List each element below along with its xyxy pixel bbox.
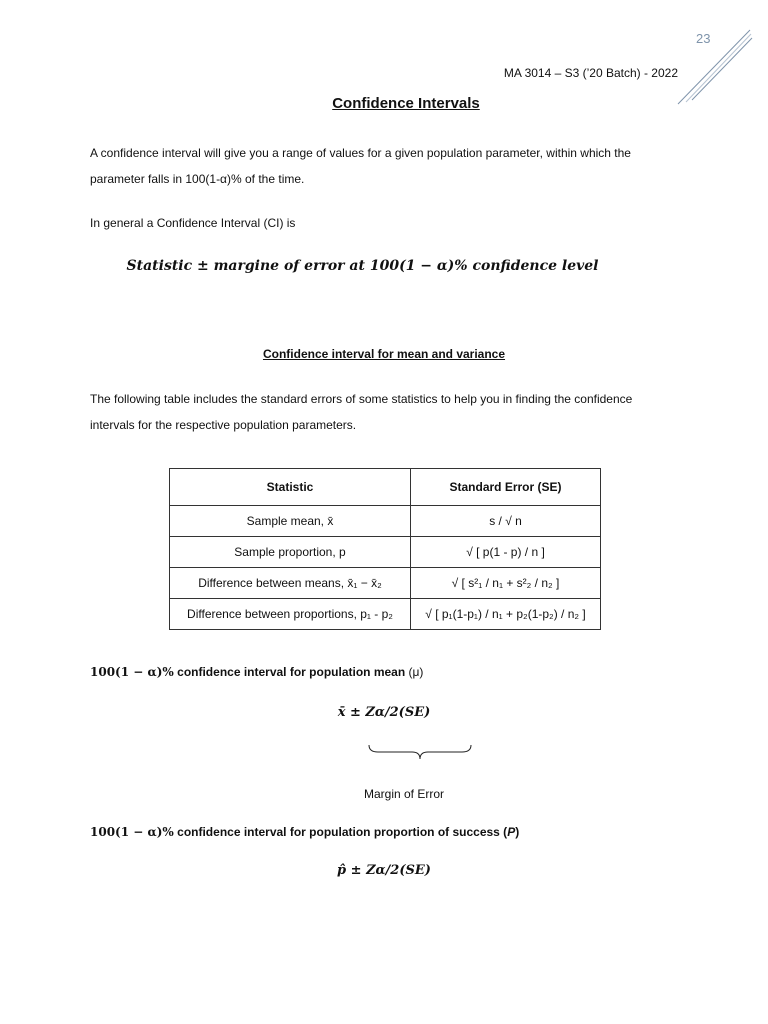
table-cell-se: √ [ p(1 - p) / n ] (411, 537, 601, 568)
table-cell-se: √ [ s²₁ / n₁ + s²₂ / n₂ ] (411, 568, 601, 599)
proportion-ci-symbol: P (507, 825, 516, 839)
ci-formula: Statistic ± margine of error at 100(1 − α)% confidence level (126, 258, 599, 274)
intro-paragraph (90, 140, 690, 192)
table-cell-se: √ [ p₁(1-p₁) / n₁ + p₂(1-p₂) / n₂ ] (411, 599, 601, 630)
table-intro-paragraph (90, 386, 690, 438)
mean-ci-heading (90, 665, 423, 679)
page-title: Confidence Intervals (332, 95, 480, 112)
table-cell-statistic: Sample proportion, p (170, 537, 411, 568)
table-row (170, 568, 601, 599)
proportion-ci-formula: p̂ ± Zα/2(SE) (337, 863, 431, 878)
table-header-se: Standard Error (SE) (411, 469, 601, 506)
proportion-ci-prefix: 100(1 − α)% (90, 825, 174, 839)
table-row (170, 506, 601, 537)
table-cell-statistic: Difference between means, x̄₁ − x̄₂ (170, 568, 411, 599)
proportion-ci-suffix: ) (515, 825, 520, 839)
table-intro-line-1: The following table includes the standard errors of some statistics to help you in finding the confidence (90, 392, 633, 406)
mean-ci-formula: x̄ ± Zα/2(SE) (337, 705, 431, 720)
mean-ci-text: confidence interval for population mean (173, 665, 409, 679)
proportion-ci-heading (90, 825, 519, 839)
table-header-row (170, 469, 601, 506)
table-row (170, 537, 601, 568)
table-row (170, 599, 601, 630)
table-cell-statistic: Sample mean, x̄ (170, 506, 411, 537)
table-cell-se: s / √ n (411, 506, 601, 537)
page-number: 23 (696, 31, 711, 46)
intro-line-2: parameter falls in 100(1-α)% of the time. (90, 172, 305, 186)
brace-icon (368, 744, 472, 760)
proportion-ci-text: confidence interval for population proportion of success ( (173, 825, 508, 839)
margin-of-error-label: Margin of Error (363, 787, 445, 801)
table-intro-line-2: intervals for the respective population parameters. (90, 418, 357, 432)
intro-line-1: A confidence interval will give you a range of values for a given population parameter, within which the (90, 146, 631, 160)
mean-ci-symbol: (μ) (408, 665, 424, 679)
document-header: MA 3014 – S3 (’20 Batch) - 2022 (503, 66, 678, 80)
section-subtitle: Confidence interval for mean and variance (262, 347, 506, 361)
general-line: In general a Confidence Interval (CI) is (90, 216, 296, 230)
mean-ci-prefix: 100(1 − α)% (90, 665, 174, 679)
standard-error-table (169, 468, 601, 630)
table-cell-statistic: Difference between proportions, p₁ - p₂ (170, 599, 411, 630)
table-header-statistic: Statistic (170, 469, 411, 506)
